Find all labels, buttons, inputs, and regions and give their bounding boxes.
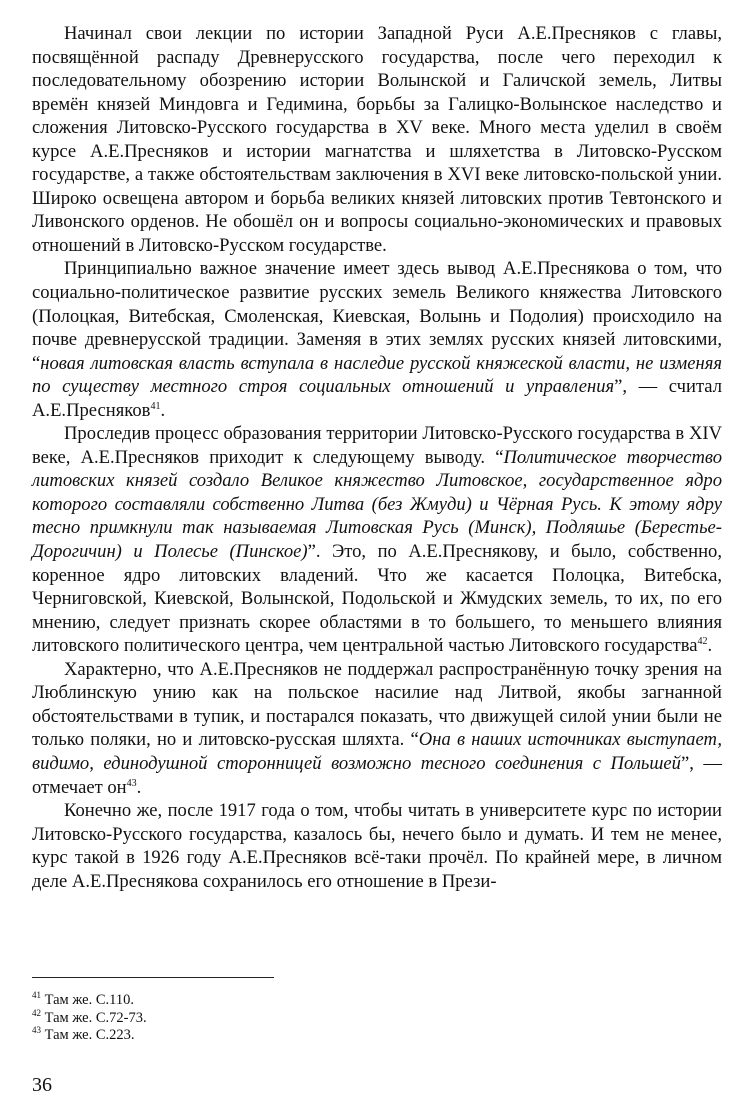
footnote [32, 992, 432, 1010]
paragraph [32, 257, 722, 422]
quotation: Она в наших источниках выступает, видимо, единодушной сторонницей возможно тесного соединения с Польшей [32, 729, 722, 774]
text-run: ”. Это, по А.Е.Преснякову, и было, собственно, коренное ядро литовских владений. Что же касается Полоцка, Витебска, Черниговской, Киевской, Волынской, Подольской и Жмудских земель, то их, по его мнению, следует признать скорее областями в то большего, то меньшего влияния литовского политического центра, чем центральной частью Литовского государства [32, 541, 722, 657]
text-run: ”, — отмечает он [32, 752, 722, 798]
footnote-ref: 42 [697, 636, 708, 648]
paragraph [32, 22, 722, 257]
text-run: . [707, 635, 713, 657]
text-run: ”, — считал А.Е.Пресняков [32, 376, 722, 421]
footnote-ref: 43 [126, 777, 137, 789]
footnote-text: Там же. С.223. [41, 1027, 135, 1043]
text-run: Проследив процесс образования территории Литовско-Русского государства в XIV веке, А.Е.Пресняков приходит к следующему выводу. “ [32, 423, 722, 468]
text-run: Принципиально важное значение имеет здесь вывод А.Е.Преснякова о том, что социально-политическое развитие русских земель Великого княжества Литовского (Полоцкая, Витебская, Смоленская, Киевская, Волынь и Подолия) происходило на почве древнерусской традиции. Заменяя в этих землях русских князей литовскими, “ [32, 258, 722, 374]
text-run: Характерно, что А.Е.Пресняков не поддержал распространённую точку зрения на Люблинскую унию как на польское насилие над Литвой, якобы загнанной обстоятельствами в тупик, и постарался показать, что движущей силой унии были не только поляки, но и литовско-русская шляхта. “ [32, 658, 722, 751]
page-number: 36 [32, 1074, 52, 1096]
quotation: новая литовская власть вступала в наследие русской княжеской власти, не изменяя по существу местного строя социальных отношений и управления [32, 352, 722, 398]
text-run: . [160, 399, 166, 421]
paragraph [32, 799, 722, 893]
paragraph [32, 658, 722, 799]
text-run: Начинал свои лекции по истории Западной Руси А.Е.Пресняков с главы, посвящённой распаду Древнерусского государства, после чего переходил к последовательному обозрению истории Волынской и Галичской земель, Литвы времён князей Миндовга и Гедимина, борьбы за Галицко-Волынское наследство и сложения Литовско-Русского государства в XV веке. Много места уделил в своём курсе А.Е.Пресняков и истории магнатства и шляхетства в Литовско-Русском государстве, а также обстоятельствам заключения в XVI веке литовско-польской унии. Широко освещена автором и борьба великих князей литовских против Тевтонского и Ливонского орденов. Не обошёл он и вопросы социально-экономических и правовых отношений в Литовско-Русском государстве. [32, 23, 722, 256]
footnote [32, 1027, 432, 1045]
quotation: Политическое творчество литовских князей создало Великое княжество Литовское, государственное ядро которого составляли собственно Литва (без Жмуди) и Чёрная Русь. К этому ядру тесно примкнули так называемая Литовская Русь (Минск), Подляшье (Берестье-Дорогичин) и Полесье (Пинское) [32, 446, 722, 563]
footnote [32, 1007, 432, 1028]
footnote-ref: 41 [150, 400, 161, 412]
footnote-number: 42 [32, 1007, 41, 1018]
footnote-text: Там же. С.72-73. [41, 1009, 147, 1026]
text-run: Конечно же, после 1917 года о том, чтобы читать в университете курс по истории Литовско-Русского государства, казалось бы, нечего было и думать. И тем не менее, курс такой в 1926 году А.Е.Пресняков всё-таки прочёл. По крайней мере, в личном деле А.Е.Преснякова сохранилось его отношение в Прези- [32, 800, 722, 892]
footnote-text: Там же. С.110. [41, 992, 135, 1008]
footnote-number: 43 [32, 1025, 41, 1036]
body-text [32, 22, 722, 893]
footnote-separator [32, 977, 274, 978]
paragraph [32, 422, 722, 657]
footnotes [32, 992, 432, 1045]
footnote-number: 41 [32, 990, 41, 1001]
text-run: . [136, 776, 142, 798]
